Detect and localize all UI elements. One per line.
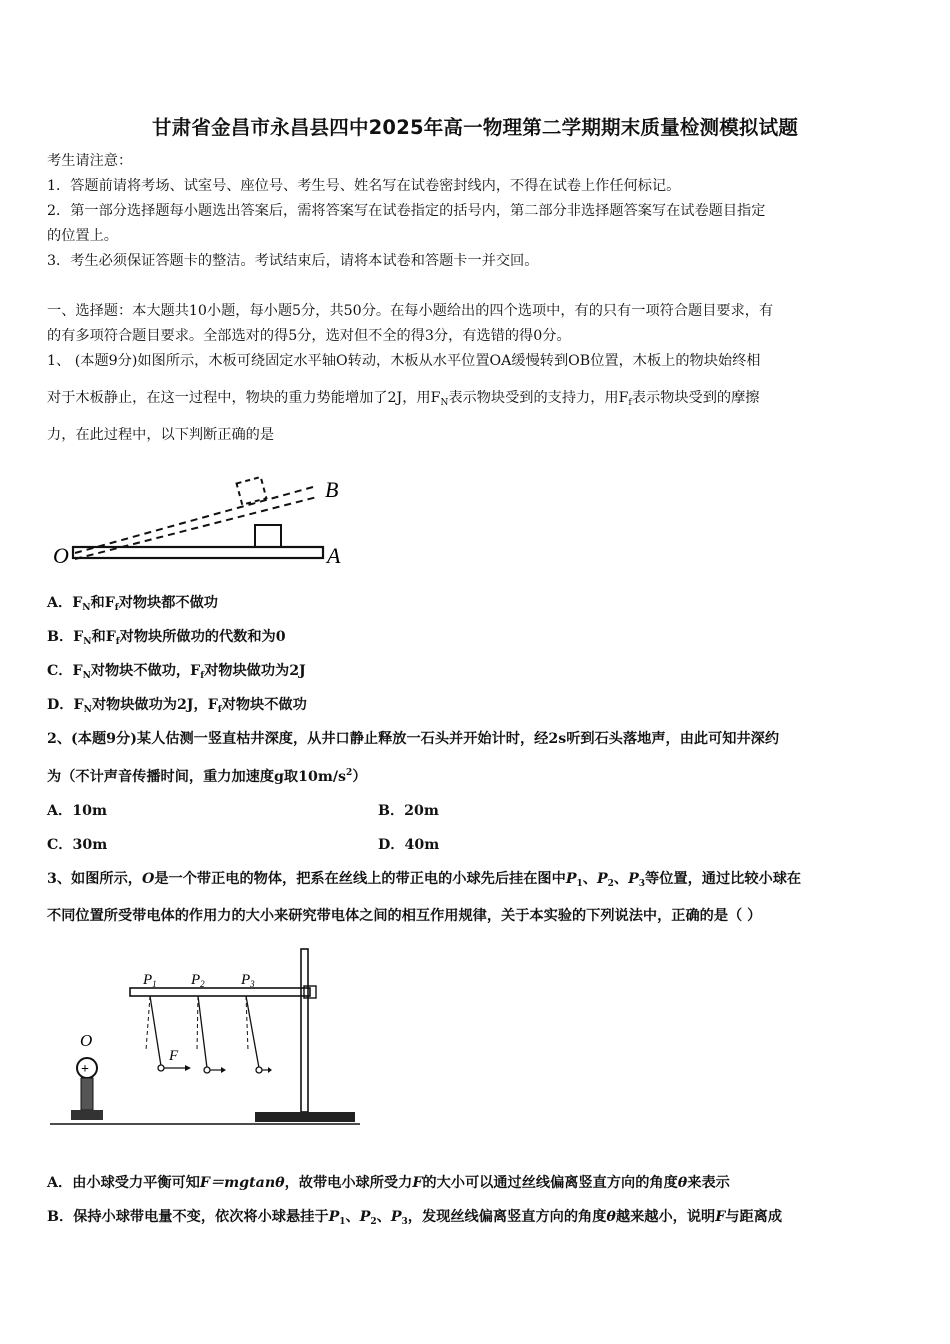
section-instructions: 的有多项符合题目要求。全部选对的得5分，选对但不全的得3分，有选错的得0分。 <box>47 328 571 344</box>
label-p3: $P_3$ <box>241 972 255 989</box>
q3-option-b: B．保持小球带电量不变，依次将小球悬挂于$P_1$、$P_2$、$P_3$，发现丝线偏离竖直方向的角度θ越来越小，说明F与距离成 <box>47 1209 783 1227</box>
q1-figure-board <box>45 465 355 575</box>
q2-stem: 为（不计声音传播时间，重力加速度g取$10m/s^2$） <box>47 768 367 785</box>
block <box>255 525 281 547</box>
label-f: F <box>169 1048 179 1064</box>
board-oa <box>73 547 323 558</box>
label-o: O <box>53 543 69 568</box>
thread-p2 <box>198 996 207 1068</box>
notice-item: 3．考生必须保证答题卡的整洁。考试结束后，请将本试卷和答题卡一并交回。 <box>47 253 539 269</box>
vertical-ref-2 <box>197 996 198 1050</box>
label-p1: $P_1$ <box>143 972 157 989</box>
q3-stem: 3、如图所示，O是一个带正电的物体，把系在丝线上的带正电的小球先后挂在图中$P_1$、$P_2$、$P_3$等位置，通过比较小球在 <box>47 871 802 889</box>
sphere-stand <box>81 1078 93 1110</box>
label-b: B <box>325 477 339 502</box>
ball-p3 <box>256 1067 262 1073</box>
q1-option-b: B．$F_N$和$F_f$对物块所做功的代数和为0 <box>47 629 286 647</box>
ball-p2 <box>204 1067 210 1073</box>
q3-figure-apparatus <box>45 946 365 1131</box>
q1-option-a: A．$F_N$和$F_f$对物块都不做功 <box>47 595 218 613</box>
q2-stem: 2、(本题9分)某人估测一竖直枯井深度，从井口静止释放一石头并开始计时，经2s听到石头落地声，由此可知井深约 <box>47 731 780 747</box>
q2-option-a: A．10m <box>47 803 107 819</box>
crossbar <box>130 988 310 996</box>
sphere-base <box>71 1110 103 1120</box>
q1-option-c: C．$F_N$对物块不做功，$F_f$对物块做功为2J <box>47 663 306 681</box>
notice-item: 1．答题前请将考场、试室号、座位号、考生号、姓名写在试卷密封线内，不得在试卷上作任何标记。 <box>47 178 681 194</box>
q3-stem: 不同位置所受带电体的作用力的大小来研究带电体之间的相互作用规律，关于本实验的下列说法中，正确的是（ ） <box>47 908 762 924</box>
q3-option-a: A．由小球受力平衡可知F＝mgtanθ，故带电小球所受力F的大小可以通过丝线偏离竖直方向的角度θ来表示 <box>47 1175 730 1191</box>
page-title: 甘肃省金昌市永昌县四中2025年高一物理第二学期期末质量检测模拟试题 <box>151 116 799 139</box>
thread-p1 <box>150 996 161 1066</box>
q1-stem: 1、 (本题9分)如图所示，木板可绕固定水平轴O转动，木板从水平位置OA缓慢转到OB位置，木板上的物块始终相 <box>47 353 761 369</box>
plus-sign: + <box>81 1062 89 1077</box>
notice-item: 2．第一部分选择题每小题选出答案后，需将答案写在试卷指定的括号内，第二部分非选择题答案写在试卷题目指定 <box>47 203 766 219</box>
q1-stem: 力，在此过程中，以下判断正确的是 <box>47 427 275 443</box>
q2-option-c: C．30m <box>47 837 108 853</box>
q2-option-b: B．20m <box>378 803 439 819</box>
stand-pole <box>301 949 308 1112</box>
board-ob-upper <box>75 487 313 553</box>
q1-option-d: D．$F_N$对物块做功为2J，$F_f$对物块不做功 <box>47 697 307 715</box>
label-o: O <box>80 1031 93 1050</box>
label-p2: $P_2$ <box>191 972 205 989</box>
arrow-head <box>221 1067 226 1073</box>
stand-base <box>255 1112 355 1122</box>
vertical-ref-1 <box>146 996 150 1050</box>
ball-p1 <box>158 1065 164 1071</box>
q1-stem: 对于木板静止，在这一过程中，物块的重力势能增加了2J，用$F_N$表示物块受到的支持力，用$F_f$表示物块受到的摩擦 <box>47 390 760 408</box>
notice-heading: 考生请注意： <box>47 153 133 169</box>
label-a: A <box>327 543 341 568</box>
notice-item: 的位置上。 <box>47 228 118 244</box>
thread-p3 <box>246 996 259 1068</box>
q2-option-d: D．40m <box>378 837 440 853</box>
arrow-head <box>185 1065 191 1071</box>
arrow-head <box>268 1067 272 1073</box>
section-instructions: 一、选择题：本大题共10小题，每小题5分，共50分。在每小题给出的四个选项中，有的只有一项符合题目要求，有 <box>47 303 774 319</box>
